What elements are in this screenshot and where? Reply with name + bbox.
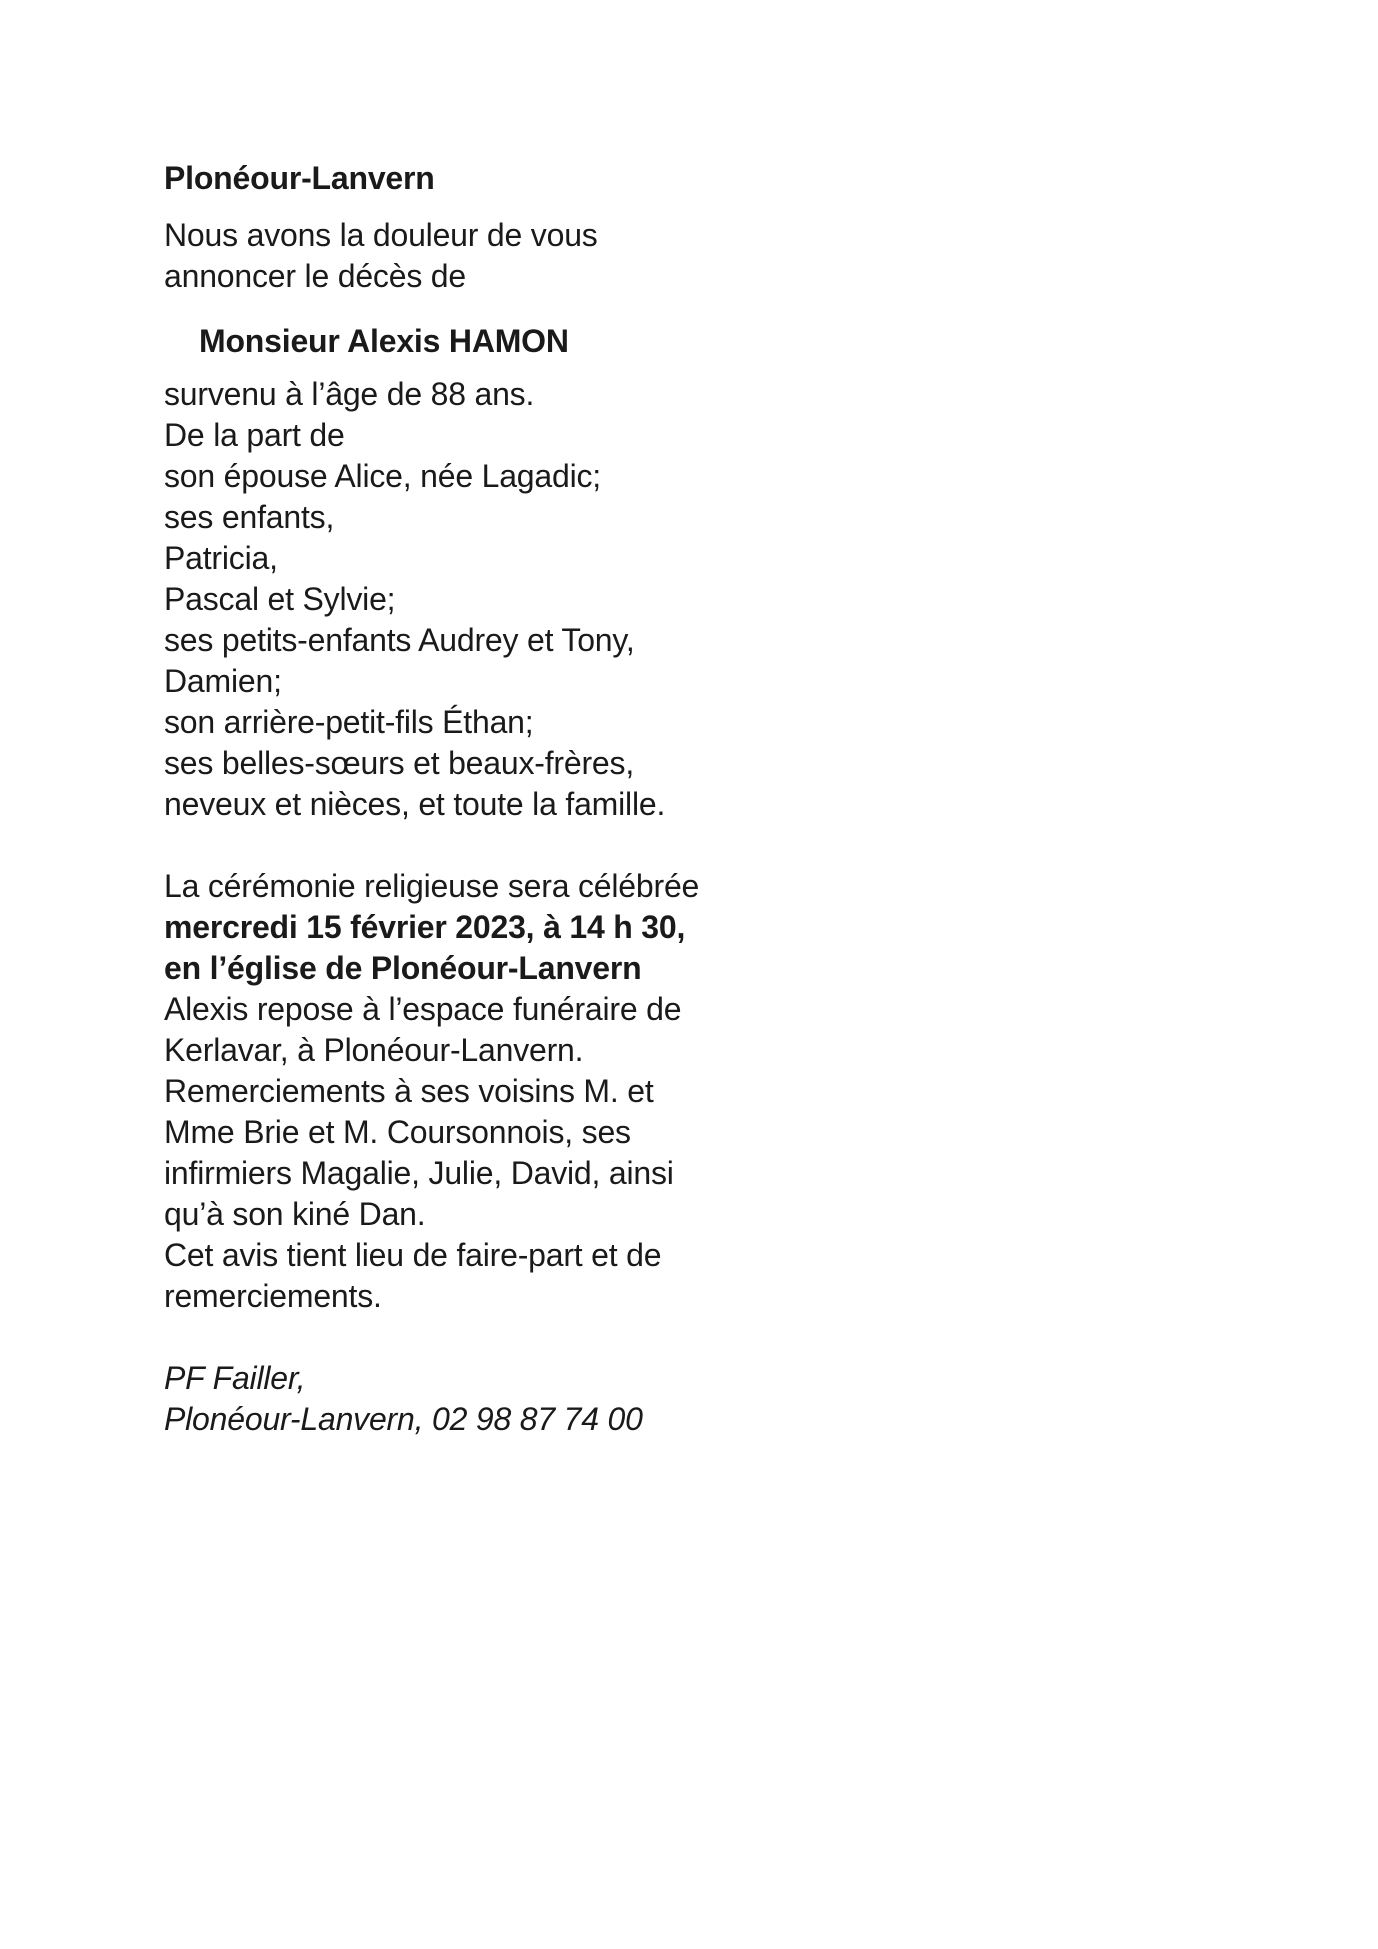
family-line: survenu à l’âge de 88 ans. xyxy=(164,376,535,412)
paragraph-spacer xyxy=(164,825,1164,866)
detail-line: Kerlavar, à Plonéour-Lanvern. xyxy=(164,1032,584,1068)
family-line: Damien; xyxy=(164,663,282,699)
town-heading: Plonéour-Lanvern xyxy=(164,160,435,196)
funeral-home-signature xyxy=(164,1358,1164,1440)
detail-line: Alexis repose à l’espace funéraire de xyxy=(164,991,682,1027)
ceremony-date: mercredi 15 février 2023, à 14 h 30, xyxy=(164,909,686,945)
family-list xyxy=(164,374,1164,825)
ceremony-intro: La cérémonie religieuse sera célébrée xyxy=(164,868,700,904)
detail-line: Mme Brie et M. Coursonnois, ses xyxy=(164,1114,631,1150)
family-line: ses enfants, xyxy=(164,499,335,535)
deceased-name: Monsieur Alexis HAMON xyxy=(199,323,569,359)
signature-line: Plonéour-Lanvern, 02 98 87 74 00 xyxy=(164,1401,643,1437)
detail-line: qu’à son kiné Dan. xyxy=(164,1196,426,1232)
signature-line: PF Failler, xyxy=(164,1360,306,1396)
intro-text xyxy=(164,215,1164,297)
obituary-notice xyxy=(164,158,1164,1440)
family-line: De la part de xyxy=(164,417,345,453)
intro-line: Nous avons la douleur de vous xyxy=(164,217,598,253)
ceremony-place: en l’église de Plonéour-Lanvern xyxy=(164,950,642,986)
ceremony-details xyxy=(164,866,1164,1317)
family-line: neveux et nièces, et toute la famille. xyxy=(164,786,666,822)
family-line: Pascal et Sylvie; xyxy=(164,581,396,617)
detail-line: Remerciements à ses voisins M. et xyxy=(164,1073,654,1109)
family-line: ses petits-enfants Audrey et Tony, xyxy=(164,622,635,658)
family-line: son arrière-petit-fils Éthan; xyxy=(164,704,534,740)
family-line: son épouse Alice, née Lagadic; xyxy=(164,458,602,494)
family-line: Patricia, xyxy=(164,540,278,576)
detail-line: Cet avis tient lieu de faire-part et de xyxy=(164,1237,662,1273)
intro-line: annoncer le décès de xyxy=(164,258,467,294)
detail-line: remerciements. xyxy=(164,1278,382,1314)
detail-line: infirmiers Magalie, Julie, David, ainsi xyxy=(164,1155,674,1191)
family-line: ses belles-sœurs et beaux-frères, xyxy=(164,745,635,781)
